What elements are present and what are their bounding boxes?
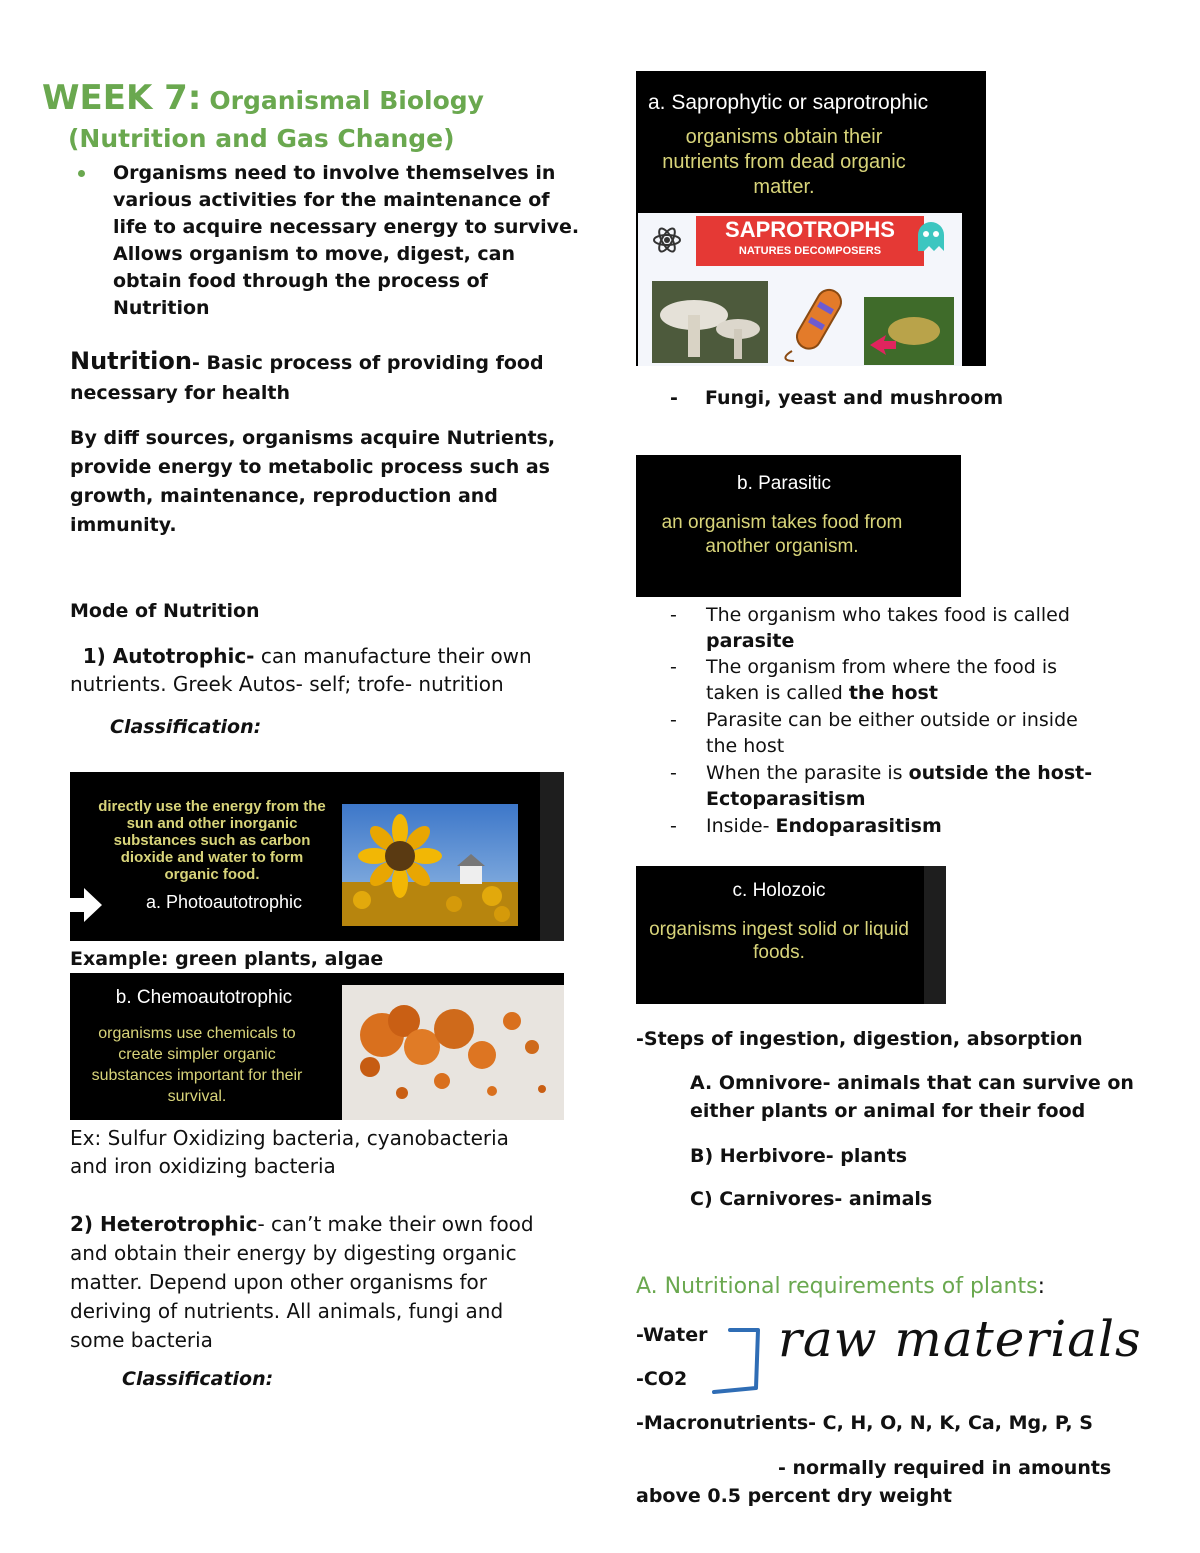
autotrophic-line2: nutrients. Greek Autos- self; trofe- nutrition xyxy=(70,672,504,696)
example-line: and iron oxidizing bacteria xyxy=(70,1154,336,1178)
handwritten-annotation: raw materials xyxy=(778,1310,1142,1368)
nutrition-def-line2: necessary for health xyxy=(70,382,291,404)
parasite-line xyxy=(706,760,1092,787)
parasite-text: Parasite can be either outside or inside xyxy=(706,709,1078,731)
classification-label: Classification: xyxy=(110,716,262,738)
slide-line: organisms use chemicals to xyxy=(98,1025,296,1042)
carnivore-line: C) Carnivores- animals xyxy=(690,1188,933,1210)
sapro-example: Fungi, yeast and mushroom xyxy=(705,387,1004,409)
nutrition-def-line: - Basic process of providing food xyxy=(191,352,544,374)
slide-line: create simpler organic xyxy=(118,1046,276,1063)
chemo-slide-label: b. Chemoautotrophic xyxy=(115,987,293,1008)
mushroom-image xyxy=(652,281,768,363)
macro-note-line2: above 0.5 percent dry weight xyxy=(636,1485,952,1507)
saprophytic-slide xyxy=(636,71,986,366)
photo-slide-label: a. Photoautotrophic xyxy=(145,892,303,912)
sapro-slide-text xyxy=(636,125,932,200)
saprotrophs-card xyxy=(638,213,962,366)
autotrophic-text xyxy=(70,642,532,670)
heterotrophic-label: 2) Heterotrophic xyxy=(70,1212,258,1236)
herbivore-line: B) Herbivore- plants xyxy=(690,1145,908,1167)
slide-line: organisms ingest solid or liquid xyxy=(649,919,909,940)
water-line: -Water xyxy=(636,1324,708,1346)
slide-line: matter. xyxy=(753,176,815,198)
plants-heading-line xyxy=(636,1274,1045,1299)
bacterium-icon xyxy=(778,281,858,363)
omnivore-text xyxy=(690,1069,1134,1125)
parasitic-slide-label: b. Parasitic xyxy=(737,473,831,494)
photoautotrophic-slide xyxy=(70,772,564,941)
parasite-item: - xyxy=(670,656,677,678)
mode-heading: Mode of Nutrition xyxy=(70,600,260,622)
parasite-bold: the host xyxy=(848,682,938,704)
autotrophic-line: can manufacture their own xyxy=(254,644,532,668)
hetero-line: - can’t make their own food xyxy=(257,1212,534,1236)
hetero-line: matter. Depend upon other organisms for xyxy=(70,1270,488,1294)
slide-line: survival. xyxy=(167,1088,227,1105)
holozoic-slide xyxy=(636,866,946,1004)
chemoautotrophic-slide xyxy=(70,973,564,1120)
ghost-icon xyxy=(914,219,948,253)
plants-heading: A. Nutritional requirements of plants xyxy=(636,1274,1038,1299)
parasite-text: When the parasite is xyxy=(706,762,909,784)
intro-line: various activities for the maintenance of xyxy=(113,189,550,211)
plants-colon: : xyxy=(1037,1274,1045,1299)
photo-slide-text xyxy=(82,798,342,883)
dash: - xyxy=(670,387,678,409)
nutrition-term: Nutrition xyxy=(70,347,192,375)
nutrition-paragraph xyxy=(70,424,555,540)
parasite-bold: Ectoparasitism xyxy=(706,788,866,810)
parasite-item: - xyxy=(670,762,677,784)
bracket-annotation-icon xyxy=(706,1324,766,1398)
holozoic-slide-label: c. Holozoic xyxy=(732,880,826,901)
parasite-line xyxy=(706,680,938,707)
parasite-text: taken is called xyxy=(706,682,849,704)
page-title xyxy=(42,78,484,118)
slide-line: organic food. xyxy=(164,866,260,883)
slide-line: nutrients from dead organic xyxy=(662,151,906,173)
macronutrients-line: -Macronutrients- C, H, O, N, K, Ca, Mg, P, S xyxy=(636,1412,1093,1434)
intro-line: Organisms need to involve themselves in xyxy=(113,162,556,184)
sapro-slide-label: a. Saprophytic or saprotrophic xyxy=(648,91,929,114)
slide-line: directly use the energy from the xyxy=(98,798,326,815)
parasite-text: The organism who takes food is called xyxy=(706,604,1070,626)
slide-line: an organism takes food from xyxy=(661,512,903,533)
intro-bullet-text xyxy=(113,160,583,322)
paragraph-line: By diff sources, organisms acquire Nutrients, xyxy=(70,427,556,449)
slide-line: another organism. xyxy=(705,536,859,557)
sunflower-image xyxy=(342,804,518,926)
paragraph-line: provide energy to metabolic process such as xyxy=(70,456,550,478)
omnivore-line: either plants or animal for their food xyxy=(690,1100,1086,1122)
slide-scrollbar xyxy=(540,772,564,941)
page-subtitle: (Nutrition and Gas Change) xyxy=(68,124,455,153)
heterotrophic-text xyxy=(70,1210,570,1355)
paragraph-line: immunity. xyxy=(70,514,177,536)
slide-line: dioxide and water to form xyxy=(120,849,304,866)
sapro-example-line xyxy=(670,385,1003,412)
slide-line: organisms obtain their xyxy=(685,126,883,148)
parasite-bold: outside the host- xyxy=(908,762,1093,784)
nutrition-definition xyxy=(70,346,544,378)
banner-title: SAPROTROPHS xyxy=(725,217,895,242)
atom-icon xyxy=(652,225,682,255)
co2-line: -CO2 xyxy=(636,1368,688,1390)
example-line: Ex: Sulfur Oxidizing bacteria, cyanobacteria xyxy=(70,1126,509,1150)
slide-line: foods. xyxy=(753,942,805,963)
arrow-right-icon xyxy=(70,886,104,924)
parasite-item: - xyxy=(670,709,677,731)
parasite-item: - xyxy=(670,815,677,837)
saprotrophs-banner xyxy=(696,216,924,266)
holozoic-slide-text xyxy=(636,918,922,964)
week-label: WEEK 7: xyxy=(42,78,202,118)
chemo-slide-text xyxy=(72,1023,322,1107)
macro-note-line1: - normally required in amounts xyxy=(778,1457,1112,1479)
photo-example: Example: green plants, algae xyxy=(70,948,384,970)
parasite-text: The organism from where the food is xyxy=(706,656,1058,678)
parasitic-slide-text xyxy=(636,511,928,559)
paragraph-line: growth, maintenance, reproduction and xyxy=(70,485,498,507)
intro-line: obtain food through the process of Nutrition xyxy=(113,270,488,319)
intro-line: Allows organism to move, digest, can xyxy=(113,243,516,265)
bacteria-colony-image xyxy=(342,985,564,1120)
parasitic-slide xyxy=(636,455,961,597)
classification-label-2: Classification: xyxy=(122,1368,274,1390)
chemo-example xyxy=(70,1124,509,1180)
slide-scrollbar xyxy=(924,866,946,1004)
hetero-line: and obtain their energy by digesting organic xyxy=(70,1241,517,1265)
steps-line: -Steps of ingestion, digestion, absorption xyxy=(636,1028,1083,1050)
topic-label: Organismal Biology xyxy=(209,86,484,115)
decomposing-fruit-image xyxy=(864,297,954,365)
parasite-bold: Endoparasitism xyxy=(775,815,942,837)
omnivore-line: A. Omnivore- animals that can survive on xyxy=(690,1072,1134,1094)
parasite-item: - xyxy=(670,604,677,626)
slide-line: substances such as carbon xyxy=(113,832,311,849)
bullet-dot-icon xyxy=(78,170,85,177)
parasite-text: the host xyxy=(706,735,785,757)
parasite-bold: parasite xyxy=(706,630,795,652)
parasite-line xyxy=(706,813,942,840)
banner-subtitle: NATURES DECOMPOSERS xyxy=(738,245,882,257)
hetero-line: some bacteria xyxy=(70,1328,213,1352)
autotrophic-label: 1) Autotrophic- xyxy=(82,644,255,668)
slide-line: substances important for their xyxy=(91,1067,303,1084)
hetero-line: deriving of nutrients. All animals, fungi and xyxy=(70,1299,504,1323)
intro-line: life to acquire necessary energy to survive. xyxy=(113,216,580,238)
slide-line: sun and other inorganic xyxy=(126,815,298,832)
parasite-text: Inside- xyxy=(706,815,776,837)
